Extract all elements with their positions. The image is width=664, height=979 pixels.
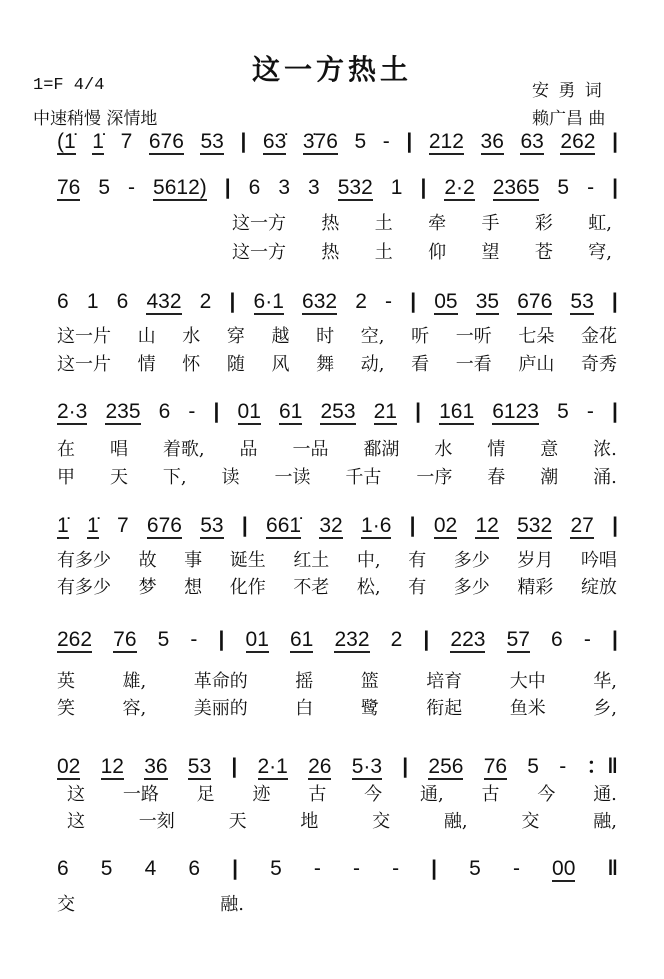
note-group: - (392, 857, 400, 880)
lyric-word: 古 (481, 784, 500, 805)
lyric-word: 唱 (109, 439, 128, 460)
note-group: 2·2 (444, 176, 475, 199)
note-group: 5 (157, 628, 170, 651)
barline: | (213, 400, 220, 423)
note-group: 27 (570, 514, 594, 537)
lyric-word: 情 (487, 439, 506, 460)
note-group: 61 (290, 628, 314, 651)
lyric-word: 绽放 (580, 577, 617, 598)
note-group: 5 (527, 755, 539, 778)
note-group: 53 (200, 514, 224, 537)
barline: ‖ (607, 857, 618, 880)
note-group: 2 (355, 290, 367, 313)
lyric-word: 通. (593, 784, 617, 805)
barline: | (406, 130, 413, 153)
note-group: 235 (105, 400, 141, 423)
note-group: 6 (551, 628, 563, 651)
lyric-word: 空, (360, 326, 385, 347)
note-group: 212 (428, 130, 464, 153)
lyric-word: 下, (162, 467, 187, 488)
lyric-word: 穹, (588, 242, 612, 263)
notation-line (57, 857, 618, 887)
lyric-word: 这一片 (57, 354, 111, 375)
lyric-word: 浓. (593, 439, 617, 460)
lyric-word: 着歌, (162, 439, 205, 460)
lyric-line-verse-1 (57, 435, 617, 461)
note-group: 12 (475, 514, 499, 537)
lyric-line-verse-1 (57, 546, 617, 572)
barline: | (224, 176, 231, 199)
note-group: 532 (517, 514, 553, 537)
lyric-word: 这一片 (57, 326, 111, 347)
note-group: 1̇ (92, 130, 104, 153)
lyric-line-verse-2 (67, 807, 617, 833)
note-group: - (128, 176, 136, 199)
lyric-word: 一听 (455, 326, 492, 347)
note-group: 432 (146, 290, 182, 313)
note-group: 5 (98, 176, 111, 199)
lyric-word: 梦 (138, 577, 157, 598)
lyric-word: 风 (271, 354, 290, 375)
note-group: 2 (199, 290, 212, 313)
notation-line (57, 290, 618, 320)
note-group: - (352, 857, 360, 880)
lyric-word: 迹 (252, 784, 271, 805)
lyric-word: 鱼米 (509, 698, 546, 719)
note-group: 7 (116, 514, 129, 537)
lyric-word: 手 (481, 213, 500, 234)
note-group: - (583, 628, 591, 651)
lyric-word: 鹭 (360, 698, 379, 719)
note-group: 02 (433, 514, 458, 537)
lyric-word: 交 (372, 811, 391, 832)
lyric-word: 鄱湖 (363, 439, 400, 460)
note-group: 532 (337, 176, 373, 199)
note-group: - (190, 628, 198, 651)
note-group: 53 (187, 755, 212, 778)
lyric-word: 交 (521, 811, 540, 832)
key-signature: 1=F 4/4 (33, 76, 105, 95)
barline: | (231, 755, 238, 778)
barline: | (415, 400, 421, 423)
barline: | (402, 755, 409, 778)
lyric-word: 热 (321, 242, 340, 263)
lyric-word: 美丽的 (193, 698, 248, 719)
lyric-word: 一刻 (138, 811, 175, 832)
note-group: - (385, 290, 393, 313)
lyric-word: 足 (196, 784, 215, 805)
lyric-word: 这一方 (232, 242, 286, 263)
lyric-word: 白 (295, 698, 314, 719)
lyric-word: 随 (226, 354, 245, 375)
barline: | (241, 514, 248, 537)
lyric-word: 潮 (540, 467, 559, 488)
note-group: 36 (144, 755, 168, 778)
lyric-line-verse-1 (57, 667, 617, 693)
barline: ：‖ (586, 755, 618, 778)
lyric-word: 有多少 (57, 577, 111, 598)
barline: | (420, 176, 427, 199)
note-group: 632 (302, 290, 338, 313)
lyric-word: 吟唱 (580, 550, 617, 571)
lyric-word: 望 (481, 242, 500, 263)
note-group: - (586, 400, 594, 423)
barline: | (218, 628, 225, 651)
note-group: 6 (248, 176, 261, 199)
lyric-word: 水 (182, 326, 201, 347)
lyric-word: 华, (593, 671, 617, 692)
song-title: 这一方热土 (251, 53, 412, 86)
lyric-word: 一路 (122, 784, 159, 805)
notation-line (57, 628, 618, 658)
lyric-word: 培育 (426, 671, 463, 692)
note-group: 12 (100, 755, 124, 778)
note-group: 262 (57, 628, 93, 651)
note-group: 63 (520, 130, 544, 153)
lyric-word: 英 (57, 671, 75, 692)
barline: | (423, 628, 430, 651)
lyric-word: 看 (411, 354, 430, 375)
barline: | (229, 290, 236, 313)
note-group: 661̇ (266, 514, 302, 537)
note-group: - (382, 130, 390, 153)
note-group: 6 (116, 290, 129, 313)
barline: | (612, 130, 618, 153)
lyric-line-verse-2 (57, 350, 617, 376)
note-group: 26 (308, 755, 332, 778)
note-group: 6·1 (253, 290, 284, 313)
lyric-word: 这一方 (232, 213, 286, 234)
barline: | (611, 400, 618, 423)
notation-line (57, 130, 618, 160)
lyric-word: 动, (360, 354, 385, 375)
lyric-word: 有 (408, 550, 427, 571)
note-group: 5 (557, 400, 569, 423)
note-group: 161 (439, 400, 475, 423)
notation-line (57, 176, 618, 206)
lyric-word: 篮 (360, 671, 379, 692)
lyric-word: 一看 (455, 354, 492, 375)
notation-line (57, 750, 618, 780)
lyric-word: 彩 (534, 213, 553, 234)
note-group: 5612) (153, 176, 207, 199)
lyric-word: 雄, (122, 671, 147, 692)
lyric-line-verse-1 (232, 209, 612, 235)
note-group: 6 (57, 290, 69, 313)
note-group: 35 (475, 290, 500, 313)
barline: | (240, 130, 247, 153)
lyric-word: 苍 (534, 242, 553, 263)
barline: | (612, 176, 618, 199)
lyric-word: 水 (434, 439, 453, 460)
lyric-word: 化作 (229, 577, 266, 598)
lyric-word: 有 (408, 577, 427, 598)
barline: | (612, 514, 618, 537)
note-group: 1̇ (57, 514, 69, 537)
lyric-word: 甲 (57, 467, 75, 488)
lyric-word: 古 (308, 784, 327, 805)
note-group: 5 (354, 130, 367, 153)
note-group: 3̇76 (302, 130, 338, 153)
note-group: 1 (390, 176, 403, 199)
note-group: 4 (144, 857, 157, 880)
lyric-word: 奇秀 (580, 354, 617, 375)
lyric-word: 乡, (593, 698, 617, 719)
lyric-word: 想 (184, 577, 203, 598)
barline: | (431, 857, 438, 880)
note-group: 1·6 (361, 514, 392, 537)
lyric-word: 岁月 (517, 550, 554, 571)
note-group: 7 (120, 130, 133, 153)
note-group: 676 (517, 290, 553, 313)
lyric-word: 山 (137, 326, 156, 347)
lyric-line-verse-2 (57, 463, 617, 489)
lyric-word: 庐山 (518, 354, 555, 375)
lyric-word: 穿 (226, 326, 245, 347)
note-group: 76 (57, 176, 81, 199)
lyric-word: 一读 (274, 467, 311, 488)
lyric-word: 听 (411, 326, 430, 347)
lyric-word: 越 (271, 326, 290, 347)
note-group: 01 (237, 400, 261, 423)
note-group: 5 (270, 857, 282, 880)
lyric-word: 红土 (293, 550, 330, 571)
note-group: 262 (560, 130, 596, 153)
note-group: 21 (373, 400, 397, 423)
note-group: 53 (200, 130, 224, 153)
lyric-word: 涌. (593, 467, 617, 488)
lyric-word: 怀 (182, 354, 201, 375)
barline: | (611, 628, 618, 651)
note-group: 02 (57, 755, 81, 778)
note-group: - (313, 857, 321, 880)
lyric-line-verse-1 (57, 322, 617, 348)
note-group: 5 (469, 857, 481, 880)
lyric-word: 在 (57, 439, 75, 460)
note-group: 63̇ (262, 130, 287, 153)
note-group: 3 (278, 176, 291, 199)
note-group: 76 (113, 628, 137, 651)
lyric-line-verse-2 (232, 238, 612, 264)
lyric-word: 情 (137, 354, 156, 375)
lyric-word: 容, (122, 698, 147, 719)
lyric-word: 这 (67, 784, 85, 805)
lyric-word: 牵 (428, 213, 447, 234)
lyric-word: 大中 (509, 671, 546, 692)
note-group: 76 (483, 755, 508, 778)
lyric-word: 摇 (295, 671, 314, 692)
note-group: 253 (320, 400, 356, 423)
note-group: 32 (319, 514, 343, 537)
lyric-word: 松, (356, 577, 381, 598)
notation-line (57, 514, 618, 544)
lyric-word: 金花 (580, 326, 617, 347)
lyric-word: 虹, (588, 213, 612, 234)
note-group: 6 (188, 857, 201, 880)
note-group: 676 (148, 130, 184, 153)
note-group: 2365 (492, 176, 540, 199)
lyric-word: 中, (356, 550, 381, 571)
lyric-line-verse-1 (57, 890, 244, 916)
lyric-word: 事 (184, 550, 203, 571)
lyric-word: 地 (300, 811, 319, 832)
lyric-word: 千古 (345, 467, 382, 488)
note-group: 5 (100, 857, 113, 880)
note-group: 36 (480, 130, 504, 153)
note-group: 00 (552, 857, 576, 880)
lyric-word: 今 (537, 784, 556, 805)
note-group: 232 (334, 628, 370, 651)
lyric-word: 仰 (428, 242, 447, 263)
lyric-word: 精彩 (517, 577, 554, 598)
note-group: - (512, 857, 520, 880)
lyric-word: 这 (67, 811, 85, 832)
barline: | (232, 857, 239, 880)
lyric-word: 交 (57, 894, 75, 915)
note-group: 3 (308, 176, 320, 199)
note-group: - (587, 176, 595, 199)
barline: | (611, 290, 618, 313)
lyric-word: 时 (316, 326, 335, 347)
lyric-line-verse-1 (67, 780, 617, 806)
lyric-word: 衔起 (426, 698, 463, 719)
lyric-line-verse-2 (57, 694, 617, 720)
lyric-word: 诞生 (229, 550, 266, 571)
barline: | (410, 290, 417, 313)
note-group: 01 (245, 628, 269, 651)
note-group: 676 (146, 514, 182, 537)
lyric-word: 通, (419, 784, 444, 805)
lyric-word: 不老 (293, 577, 330, 598)
lyric-word: 有多少 (57, 550, 111, 571)
lyric-word: 革命的 (193, 671, 248, 692)
note-group: 53 (570, 290, 594, 313)
tempo-marking: 中速稍慢 深情地 (33, 109, 158, 129)
note-group: - (188, 400, 196, 423)
lyric-word: 品 (239, 439, 258, 460)
lyric-word: 一序 (416, 467, 453, 488)
note-group: 5·3 (351, 755, 383, 778)
note-group: 2 (390, 628, 403, 651)
barline: | (409, 514, 416, 537)
note-group: 05 (434, 290, 458, 313)
note-group: (1̇ (57, 130, 76, 153)
note-group: 256 (428, 755, 464, 778)
note-group: 2·1 (257, 755, 288, 778)
note-group: 5 (557, 176, 570, 199)
note-group: 6 (158, 400, 171, 423)
note-group: 6123 (492, 400, 539, 423)
note-group: - (559, 755, 567, 778)
note-group: 1̇ (86, 514, 99, 537)
lyric-word: 春 (487, 467, 506, 488)
lyric-word: 故 (138, 550, 157, 571)
lyric-word: 舞 (316, 354, 335, 375)
lyric-word: 天 (109, 467, 128, 488)
lyric-word: 七朵 (518, 326, 555, 347)
lyric-word: 土 (374, 242, 393, 263)
notation-line (57, 400, 618, 430)
composer-credit: 赖广昌 曲 (532, 109, 606, 129)
note-group: 1 (86, 290, 99, 313)
lyric-word: 融, (593, 811, 617, 832)
lyric-word: 土 (374, 213, 393, 234)
note-group: 57 (506, 628, 530, 651)
note-group: 6 (57, 857, 69, 880)
lyric-word: 今 (364, 784, 383, 805)
lyric-word: 笑 (57, 698, 75, 719)
lyric-word: 热 (321, 213, 340, 234)
lyric-word: 融, (443, 811, 468, 832)
lyricist-credit: 安 勇 词 (532, 81, 604, 101)
lyric-word: 多少 (453, 550, 490, 571)
lyric-word: 读 (221, 467, 240, 488)
note-group: 2·3 (57, 400, 88, 423)
lyric-line-verse-2 (57, 573, 617, 599)
lyric-word: 天 (228, 811, 247, 832)
lyric-word: 一品 (292, 439, 329, 460)
note-group: 223 (450, 628, 486, 651)
lyric-word: 融. (220, 894, 244, 915)
lyric-word: 多少 (453, 577, 490, 598)
note-group: 61 (279, 400, 303, 423)
lyric-word: 意 (540, 439, 559, 460)
